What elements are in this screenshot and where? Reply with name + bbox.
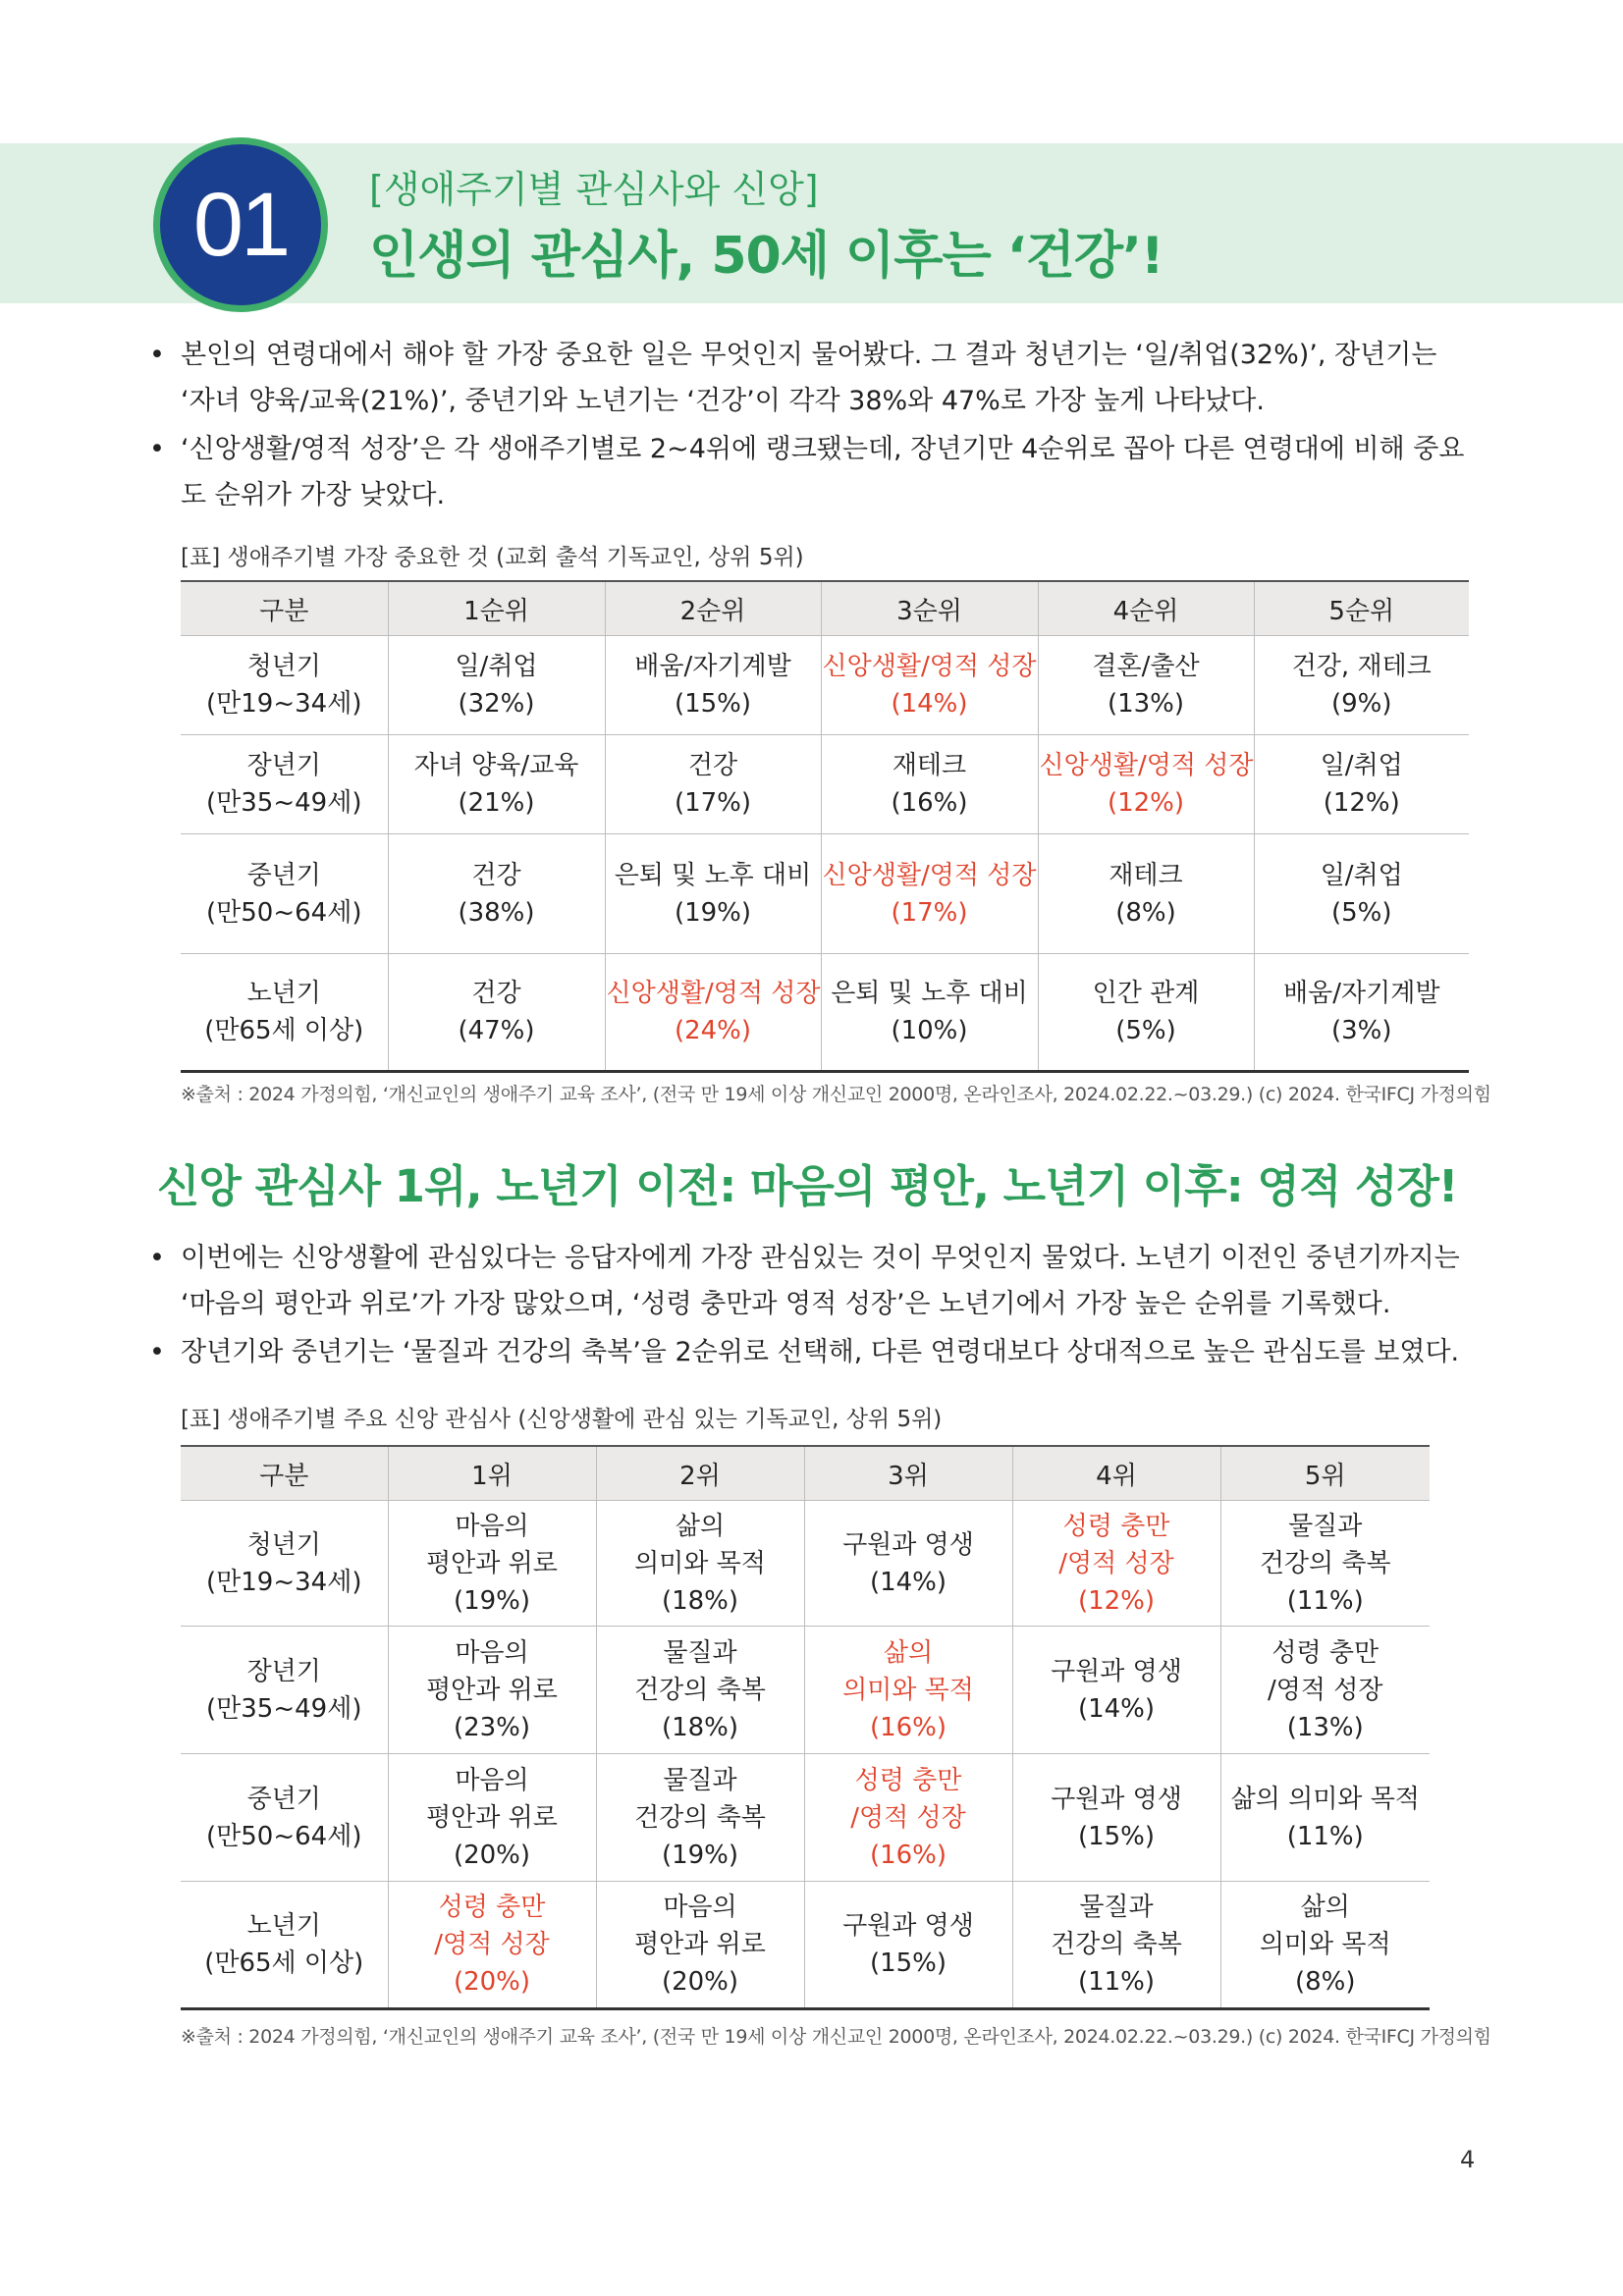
cell-line: (8%): [1115, 897, 1176, 928]
cell-line: 물질과: [663, 1765, 737, 1795]
table-cell: [821, 735, 1038, 834]
section2-title: 신앙 관심사 1위, 노년기 이전: 마음의 평안, 노년기 이후: 영적 성장!: [157, 1160, 1458, 1212]
cell-line: 결혼/출산: [1092, 652, 1200, 681]
cell-line: (14%): [1077, 1693, 1156, 1724]
cell-line: 평안과 위로: [426, 1675, 558, 1705]
cell-line: 의미와 목적: [1259, 1930, 1391, 1959]
cell-line: 장년기: [246, 1656, 321, 1686]
cell-line: 성령 충만: [1062, 1511, 1170, 1541]
cell-line: (14%): [891, 689, 968, 719]
row-group-label: [181, 954, 388, 1072]
table-cell: [821, 834, 1038, 954]
bullet-item: [149, 1235, 1475, 1327]
column-header: 구분: [181, 1446, 388, 1501]
cell-line: 일/취업: [1320, 860, 1403, 890]
table-cell: [388, 1754, 596, 1882]
cell-line: 노년기: [246, 1911, 321, 1941]
column-header: 5위: [1220, 1446, 1430, 1501]
cell-line: (만65세 이상): [204, 1016, 364, 1045]
table-cell: [821, 636, 1038, 735]
table-cell: [596, 1882, 804, 2009]
table-cell: [1254, 735, 1469, 834]
table-cell: [821, 954, 1038, 1072]
table-cell: [596, 1501, 804, 1627]
cell-line: /영적 성장: [434, 1930, 550, 1959]
cell-line: (16%): [869, 1840, 947, 1870]
cell-line: (9%): [1330, 689, 1392, 719]
header-title: 인생의 관심사, 50세 이후는 ‘건강’!: [369, 227, 1163, 286]
cell-line: 인간 관계: [1092, 979, 1200, 1008]
cell-line: 일/취업: [1320, 751, 1403, 780]
cell-line: 청년기: [246, 1529, 321, 1560]
row-group-label: [181, 1501, 388, 1627]
table-cell: [1012, 1501, 1220, 1627]
cell-line: (만19~34세): [206, 689, 362, 719]
cell-line: (21%): [458, 788, 535, 818]
row-group-label: [181, 735, 388, 834]
cell-line: (47%): [458, 1016, 535, 1045]
table-row: [181, 1501, 1430, 1627]
bullet-text: ‘신앙생활/영적 성장’은 각 생애주기별로 2~4위에 랭크됐는데, 장년기만 4순위로 꼽아 다른 연령대에 비해 중요도 순위가 가장 낮았다.: [181, 434, 1465, 510]
cell-line: 마음의: [455, 1511, 529, 1541]
table-cell: [1220, 1754, 1430, 1882]
cell-line: (19%): [674, 897, 752, 928]
cell-line: (13%): [1286, 1712, 1364, 1742]
cell-line: 장년기: [246, 751, 321, 780]
table-cell: [388, 954, 605, 1072]
column-header: 2순위: [605, 581, 821, 636]
cell-line: 청년기: [246, 652, 321, 681]
table-cell: [596, 1627, 804, 1754]
row-group-label: [181, 1627, 388, 1754]
cell-line: 건강의 축복: [634, 1802, 766, 1833]
table-cell: [1254, 834, 1469, 954]
section1-bullet-list: [149, 332, 1475, 518]
cell-line: (5%): [1330, 897, 1392, 928]
cell-line: 물질과: [1079, 1893, 1154, 1922]
cell-line: (12%): [1077, 1585, 1156, 1616]
cell-line: 평안과 위로: [426, 1548, 558, 1578]
cell-line: (14%): [869, 1567, 947, 1597]
table-row: [181, 1754, 1430, 1882]
cell-line: 신앙생활/영적 성장: [1039, 751, 1254, 780]
cell-line: 물질과: [1288, 1511, 1363, 1541]
header-subtitle: [생애주기별 관심사와 신앙]: [369, 168, 819, 211]
column-header: 3위: [804, 1446, 1012, 1501]
table-cell: [804, 1627, 1012, 1754]
bullet-text: 본인의 연령대에서 해야 할 가장 중요한 일은 무엇인지 물어봤다. 그 결과 청년기는 ‘일/취업(32%)’, 장년기는 ‘자녀 양육/교육(21%)’, 중년기와 노년기는 ‘건강’이 각각 38%와 47%로 가장 높게 나타났다.: [181, 340, 1437, 416]
cell-line: (23%): [453, 1712, 531, 1742]
table-cell: [1220, 1501, 1430, 1627]
cell-line: (16%): [891, 788, 968, 818]
cell-line: 건강의 축복: [634, 1675, 766, 1705]
cell-line: /영적 성장: [1058, 1548, 1174, 1578]
table-cell: [1012, 1627, 1220, 1754]
column-header: 2위: [596, 1446, 804, 1501]
cell-line: (3%): [1330, 1016, 1392, 1045]
cell-line: (15%): [674, 689, 752, 719]
cell-line: 마음의: [455, 1637, 529, 1668]
table-row: [181, 954, 1469, 1072]
cell-line: (16%): [869, 1712, 947, 1742]
cell-line: 건강: [471, 860, 521, 890]
table-cell: [1038, 954, 1254, 1072]
table-cell: [1038, 834, 1254, 954]
table1-most-important: [181, 580, 1469, 1073]
page-number: 4: [1460, 2146, 1476, 2173]
table-row: [181, 636, 1469, 735]
column-header: 3순위: [821, 581, 1038, 636]
table-cell: [1220, 1627, 1430, 1754]
table-cell: [1038, 735, 1254, 834]
bullet-item: [149, 332, 1475, 424]
table-cell: [1038, 636, 1254, 735]
cell-line: (10%): [891, 1016, 968, 1045]
cell-line: 신앙생활/영적 성장: [822, 652, 1037, 681]
cell-line: (15%): [869, 1949, 947, 1978]
section-number-badge: 01: [153, 137, 328, 312]
cell-line: 마음의: [663, 1893, 737, 1922]
cell-line: (만35~49세): [206, 1693, 362, 1724]
cell-line: (20%): [453, 1967, 531, 1997]
cell-line: 의미와 목적: [842, 1675, 974, 1705]
table-cell: [596, 1754, 804, 1882]
cell-line: 구원과 영생: [1051, 1784, 1182, 1814]
cell-line: (만19~34세): [206, 1567, 362, 1597]
cell-line: 성령 충만: [1271, 1637, 1380, 1668]
cell-line: 마음의: [455, 1765, 529, 1795]
cell-line: (17%): [891, 897, 968, 928]
table-cell: [388, 1501, 596, 1627]
table1-source: ※출처 : 2024 가정의힘, ‘개신교인의 생애주기 교육 조사’, (전국 만 19세 이상 개신교인 2000명, 온라인조사, 2024.02.22.~03.29.) (c) 2024. 한국IFCJ 가정의힘: [181, 1084, 1491, 1105]
cell-line: 삶의 의미와 목적: [1230, 1784, 1420, 1814]
table-cell: [1220, 1882, 1430, 2009]
cell-line: 중년기: [246, 1784, 321, 1814]
cell-line: 건강의 축복: [1259, 1548, 1391, 1578]
table-cell: [388, 1627, 596, 1754]
cell-line: (32%): [458, 689, 535, 719]
cell-line: 성령 충만: [438, 1893, 546, 1922]
cell-line: (만50~64세): [206, 1821, 362, 1851]
table-cell: [1254, 954, 1469, 1072]
row-group-label: [181, 834, 388, 954]
cell-line: /영적 성장: [1268, 1675, 1383, 1705]
table1-caption: [표] 생애주기별 가장 중요한 것 (교회 출석 기독교인, 상위 5위): [181, 545, 804, 570]
table-header-row: [181, 581, 1469, 636]
row-group-label: [181, 1754, 388, 1882]
cell-line: 구원과 영생: [842, 1911, 974, 1941]
table-row: [181, 735, 1469, 834]
cell-line: (19%): [453, 1585, 531, 1616]
bullet-text: 이번에는 신앙생활에 관심있다는 응답자에게 가장 관심있는 것이 무엇인지 물었다. 노년기 이전인 중년기까지는 ‘마음의 평안과 위로’가 가장 많았으며, ‘성령 충만과 영적 성장’은 노년기에서 가장 높은 순위를 기록했다.: [181, 1243, 1460, 1319]
cell-line: 삶의: [1300, 1893, 1350, 1922]
table-cell: [804, 1754, 1012, 1882]
cell-line: /영적 성장: [850, 1802, 966, 1833]
cell-line: (38%): [458, 897, 535, 928]
column-header: 5순위: [1254, 581, 1469, 636]
cell-line: 재테크: [892, 751, 967, 780]
bullet-dot-icon: •: [149, 434, 165, 464]
cell-line: (18%): [661, 1712, 739, 1742]
cell-line: (17%): [674, 788, 752, 818]
cell-line: 은퇴 및 노후 대비: [831, 979, 1028, 1008]
table-cell: [804, 1882, 1012, 2009]
cell-line: (24%): [674, 1016, 752, 1045]
table2-source: ※출처 : 2024 가정의힘, ‘개신교인의 생애주기 교육 조사’, (전국 만 19세 이상 개신교인 2000명, 온라인조사, 2024.02.22.~03.29.) (c) 2024. 한국IFCJ 가정의힘: [181, 2026, 1491, 2048]
cell-line: (18%): [661, 1585, 739, 1616]
cell-line: 성령 충만: [854, 1765, 962, 1795]
column-header: 구분: [181, 581, 388, 636]
cell-line: (12%): [1107, 788, 1185, 818]
bullet-dot-icon: •: [149, 1337, 165, 1367]
cell-line: 의미와 목적: [634, 1548, 766, 1578]
cell-line: (20%): [453, 1840, 531, 1870]
cell-line: (만50~64세): [206, 897, 362, 928]
cell-line: (만35~49세): [206, 788, 362, 818]
cell-line: (20%): [661, 1967, 739, 1997]
table-cell: [605, 954, 821, 1072]
table-cell: [804, 1501, 1012, 1627]
column-header: 1순위: [388, 581, 605, 636]
cell-line: 신앙생활/영적 성장: [606, 979, 821, 1008]
table-cell: [1012, 1882, 1220, 2009]
cell-line: 배움/자기계발: [634, 652, 791, 681]
cell-line: 구원과 영생: [1051, 1656, 1182, 1686]
table-cell: [1012, 1754, 1220, 1882]
row-group-label: [181, 636, 388, 735]
table2-faith-interests: [181, 1445, 1430, 2010]
section2-bullet-list: [149, 1235, 1475, 1375]
cell-line: 중년기: [246, 860, 321, 890]
cell-line: 신앙생활/영적 성장: [822, 860, 1037, 890]
cell-line: (5%): [1115, 1016, 1176, 1045]
cell-line: (11%): [1077, 1967, 1156, 1997]
table-cell: [605, 834, 821, 954]
cell-line: 건강, 재테크: [1291, 652, 1432, 681]
bullet-item: [149, 426, 1475, 518]
cell-line: 은퇴 및 노후 대비: [614, 860, 812, 890]
table-row: [181, 1627, 1430, 1754]
cell-line: (11%): [1286, 1821, 1364, 1851]
cell-line: 구원과 영생: [842, 1529, 974, 1560]
table-cell: [605, 636, 821, 735]
table-row: [181, 1882, 1430, 2009]
column-header: 1위: [388, 1446, 596, 1501]
table-cell: [388, 636, 605, 735]
table-cell: [388, 834, 605, 954]
cell-line: 삶의: [883, 1637, 934, 1668]
table-cell: [388, 1882, 596, 2009]
table-cell: [388, 735, 605, 834]
cell-line: 물질과: [663, 1637, 737, 1668]
bullet-dot-icon: •: [149, 340, 165, 370]
cell-line: 건강: [687, 751, 738, 780]
cell-line: 재테크: [1109, 860, 1183, 890]
cell-line: (19%): [661, 1840, 739, 1870]
cell-line: (15%): [1077, 1821, 1156, 1851]
cell-line: 자녀 양육/교육: [413, 751, 579, 780]
cell-line: 평안과 위로: [426, 1802, 558, 1833]
cell-line: 일/취업: [455, 652, 538, 681]
cell-line: (12%): [1323, 788, 1400, 818]
cell-line: 노년기: [246, 979, 321, 1008]
row-group-label: [181, 1882, 388, 2009]
cell-line: 평안과 위로: [634, 1930, 766, 1959]
bullet-dot-icon: •: [149, 1243, 165, 1273]
bullet-item: [149, 1329, 1475, 1375]
cell-line: (만65세 이상): [204, 1949, 364, 1978]
bullet-text: 장년기와 중년기는 ‘물질과 건강의 축복’을 2순위로 선택해, 다른 연령대보다 상대적으로 높은 관심도를 보였다.: [181, 1337, 1460, 1367]
table-cell: [1254, 636, 1469, 735]
cell-line: 건강: [471, 979, 521, 1008]
cell-line: (13%): [1107, 689, 1185, 719]
table2-caption: [표] 생애주기별 주요 신앙 관심사 (신앙생활에 관심 있는 기독교인, 상위 5위): [181, 1407, 943, 1432]
table-header-row: [181, 1446, 1430, 1501]
column-header: 4위: [1012, 1446, 1220, 1501]
cell-line: (11%): [1286, 1585, 1364, 1616]
cell-line: 삶의: [675, 1511, 726, 1541]
column-header: 4순위: [1038, 581, 1254, 636]
table-cell: [605, 735, 821, 834]
table-row: [181, 834, 1469, 954]
cell-line: (8%): [1294, 1967, 1356, 1997]
cell-line: 건강의 축복: [1051, 1930, 1182, 1959]
cell-line: 배움/자기계발: [1283, 979, 1440, 1008]
